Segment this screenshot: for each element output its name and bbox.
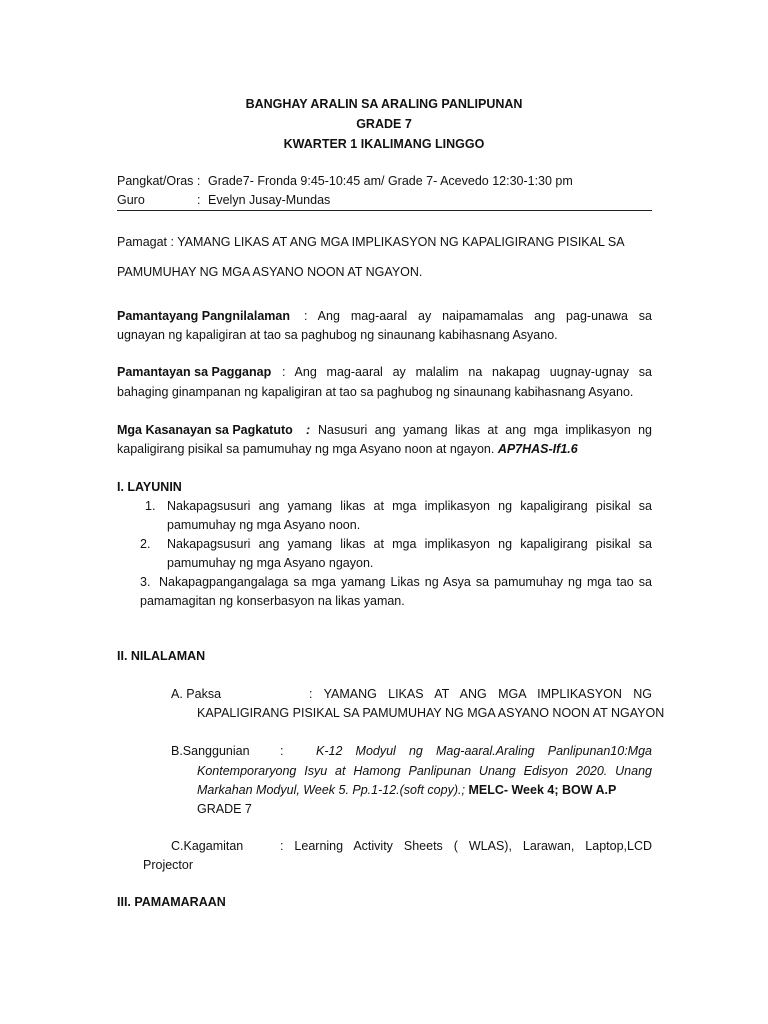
pamagat-line1	[117, 234, 625, 250]
guro-value: Evelyn Jusay-Mundas	[208, 193, 331, 207]
paksa-line2: KAPALIGIRANG PISIKAL SA PAMUMUHAY NG MGA ASYANO NOON AT NGAYON	[197, 706, 665, 720]
guro-colon: :	[197, 193, 201, 207]
layunin-num-2: 2.	[140, 537, 151, 551]
sanggunian-line3: Markahan Modyul, Week 5. Pp.1-12.(soft copy).;	[197, 783, 465, 797]
pangkat-label: Pangkat/Oras :	[117, 174, 201, 188]
pamamaraan-heading: III. PAMAMARAAN	[117, 895, 226, 909]
pangnilalaman-label: Pamantayang Pangnilalaman	[117, 309, 290, 323]
layunin-item-3-line1: Nakapagpangangalaga sa mga yamang Likas ng Asya sa pamumuhay ng mga tao sa	[159, 575, 652, 589]
kasanayan-colon: :	[306, 423, 311, 437]
sanggunian-line1: K-12 Modyul ng Mag-aaral.Araling Panlipunan10:Mga	[316, 744, 652, 758]
paksa-line1: : YAMANG LIKAS AT ANG MGA IMPLIKASYON NG	[309, 687, 652, 701]
layunin-num-3: 3.	[140, 575, 151, 589]
sanggunian-colon: :	[280, 744, 284, 758]
layunin-heading: I. LAYUNIN	[117, 480, 182, 494]
kagamitan-line1: : Learning Activity Sheets ( WLAS), Larawan, Laptop,LCD	[280, 839, 652, 853]
sanggunian-line4: GRADE 7	[197, 802, 252, 816]
sanggunian-line3-row	[197, 782, 616, 798]
paksa-label: A. Paksa	[171, 687, 222, 701]
sanggunian-melc: MELC- Week 4; BOW A.P	[468, 783, 617, 797]
guro-label: Guro	[117, 193, 145, 207]
kasanayan-code: AP7HAS-If1.6	[497, 442, 578, 456]
layunin-item-1-line1: Nakapagsusuri ang yamang likas at mga implikasyon ng kapaligirang pisikal sa	[167, 499, 652, 513]
layunin-item-1-line2: pamumuhay ng mga Asyano noon.	[167, 518, 361, 532]
pagganap-line1: : Ang mag-aaral ay malalim na nakapag uugnay-ugnay sa	[282, 365, 652, 379]
nilalaman-heading: II. NILALAMAN	[117, 649, 206, 663]
kasanayan-line2-row	[117, 441, 578, 457]
layunin-item-3-line2: pamamagitan ng konserbasyon na likas yaman.	[140, 594, 405, 608]
kagamitan-label: C.Kagamitan	[171, 839, 244, 853]
pangnilalaman-line2: ugnayan ng kapaligiran at tao sa paghubog ng sinaunang kabihasnang Asyano.	[117, 328, 558, 342]
pamagat-text-2: PAMUMUHAY NG MGA ASYANO NOON AT NGAYON.	[117, 265, 423, 279]
pangnilalaman-line1: : Ang mag-aaral ay naipamamalas ang pag-unawa sa	[304, 309, 652, 323]
pagganap-label: Pamantayan sa Pagganap	[117, 365, 272, 379]
document-title: BANGHAY ARALIN SA ARALING PANLIPUNAN	[245, 97, 523, 111]
layunin-item-2-line2: pamumuhay ng mga Asyano ngayon.	[167, 556, 374, 570]
layunin-num-1: 1.	[145, 499, 156, 513]
pamagat-text-1: : YAMANG LIKAS AT ANG MGA IMPLIKASYON NG KAPALIGIRANG PISIKAL SA	[170, 235, 625, 249]
kagamitan-line2: Projector	[143, 858, 194, 872]
grade-heading: GRADE 7	[356, 117, 412, 131]
quarter-heading: KWARTER 1 IKALIMANG LINGGO	[283, 137, 485, 151]
kasanayan-line2: kapaligirang pisikal sa pamumuhay ng mga Asyano noon at ngayon.	[117, 442, 495, 456]
pangkat-value: Grade7- Fronda 9:45-10:45 am/ Grade 7- Acevedo 12:30-1:30 pm	[208, 174, 573, 188]
sanggunian-label: B.Sanggunian	[171, 744, 250, 758]
layunin-item-2-line1: Nakapagsusuri ang yamang likas at mga implikasyon ng kapaligirang pisikal sa	[167, 537, 652, 551]
pamagat-label: Pamagat	[117, 235, 168, 249]
kasanayan-line1: Nasusuri ang yamang likas at ang mga implikasyon ng	[318, 423, 652, 437]
kasanayan-label: Mga Kasanayan sa Pagkatuto	[117, 423, 293, 437]
header-divider	[117, 210, 652, 211]
pagganap-line2: bahaging ginampanan ng kapaligiran at tao sa paghubog ng sinaunang kabihasnang Asyano.	[117, 385, 634, 399]
sanggunian-line2: Kontemporaryong Isyu at Hamong Panlipunan Unang Edisyon 2020. Unang	[197, 764, 652, 778]
